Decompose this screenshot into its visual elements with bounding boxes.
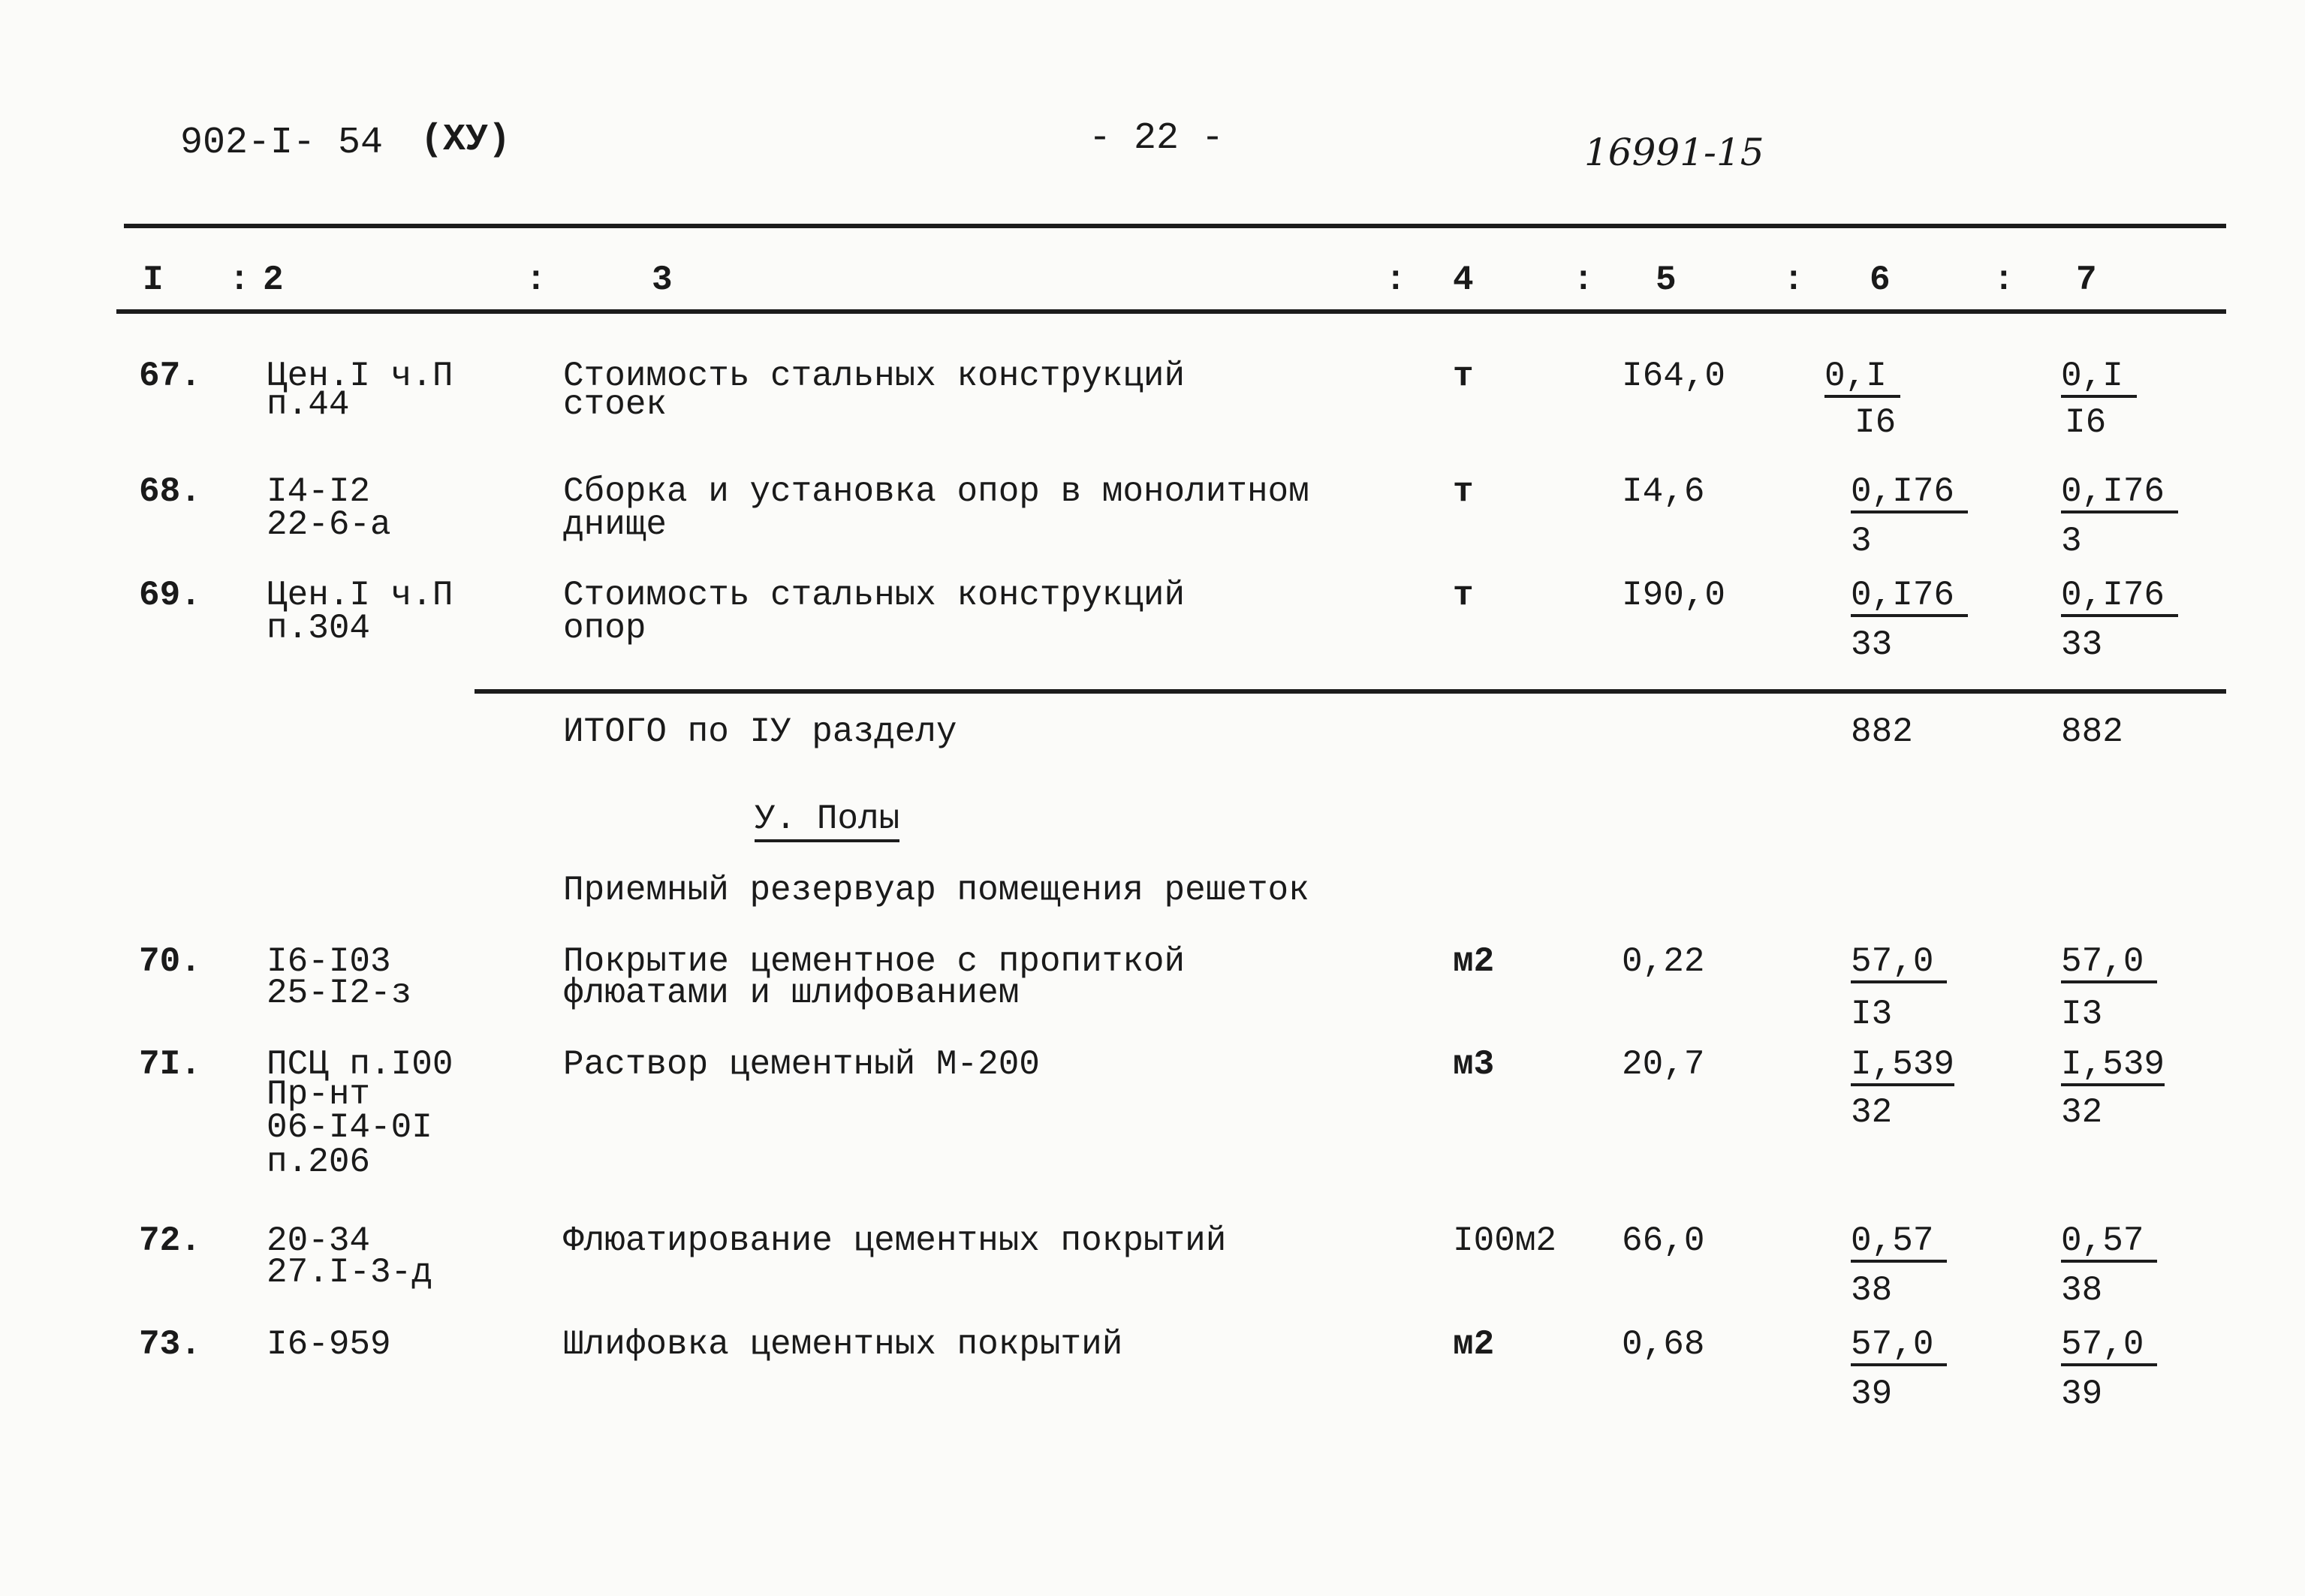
total-label: ИТОГО по IУ разделу [563,712,957,751]
row-col6: 0,I76 [1851,578,1968,617]
row-number: 7I. [139,1045,201,1084]
row-col6: 0,I76 [1851,474,1968,513]
row-quantity: 66,0 [1622,1221,1705,1260]
row-col7-bottom: I3 [2061,995,2103,1034]
row-col7: 0,I76 [2061,578,2178,617]
col-header-7: 7 [2076,260,2097,300]
row-description: днище [563,505,667,544]
section-subtitle: Приемный резервуар помещения решеток [563,871,1309,910]
row-quantity: I64,0 [1622,357,1726,396]
section-title: У. Полы [755,802,899,842]
row-description: Флюатирование цементных покрытий [563,1221,1227,1260]
row-col7: 0,57 [2061,1224,2157,1263]
row-col6-bottom: I3 [1851,995,1893,1034]
row-col7: I,539 [2061,1047,2165,1086]
row-col6-bottom: 39 [1851,1375,1893,1414]
total-col7: 882 [2061,712,2123,751]
row-col7-bottom: I6 [2065,403,2107,442]
row-unit: т [1453,472,1474,511]
row-col6: I,539 [1851,1047,1954,1086]
row-col7: 57,0 [2061,1327,2157,1366]
row-number: 67. [139,357,201,396]
document-code: 902-I- 54 [180,122,384,164]
row-ref: Цен.I ч.П [267,357,453,396]
row-col6: 0,I [1824,359,1900,398]
top-rule [124,224,2226,228]
row-col6: 57,0 [1851,944,1947,983]
page-number: - 22 - [1089,117,1225,160]
col-header-6: 6 [1870,260,1891,300]
col-sep: : [1783,260,1804,300]
row-unit: м2 [1453,942,1495,981]
row-unit: м2 [1453,1325,1495,1364]
row-ref: I6-959 [267,1325,391,1364]
row-quantity: 0,22 [1622,942,1705,981]
row-ref: I6-I03 [267,942,391,981]
row-col7: 0,I76 [2061,474,2178,513]
row-quantity: 0,68 [1622,1325,1705,1364]
row-ref: п.44 [267,385,350,424]
row-ref: Пр-нт [267,1075,371,1114]
col-sep: : [1993,260,2014,300]
row-ref: 25-I2-з [267,974,412,1013]
col-sep: : [1385,260,1406,300]
row-unit: I00м2 [1453,1221,1557,1260]
row-unit: т [1453,357,1474,396]
row-ref: 22-6-а [267,505,391,544]
row-col6: 57,0 [1851,1327,1947,1366]
row-unit: т [1453,576,1474,615]
row-col6-bottom: 33 [1851,625,1893,664]
row-description: Стоимость стальных конструкций [563,357,1186,396]
row-ref: I4-I2 [267,472,371,511]
row-unit: м3 [1453,1045,1495,1084]
total-rule [475,689,2226,694]
row-description: Шлифовка цементных покрытий [563,1325,1123,1364]
row-description: Покрытие цементное с пропиткой [563,942,1186,981]
col-header-1: I [143,260,164,300]
row-ref: п.304 [267,609,371,648]
row-description: Раствор цементный М-200 [563,1045,1040,1084]
row-col7: 0,I [2061,359,2137,398]
row-ref: 20-34 [267,1221,371,1260]
row-description: флюатами и шлифованием [563,974,1020,1013]
row-col7-bottom: 39 [2061,1375,2103,1414]
total-col6: 882 [1851,712,1913,751]
row-col6-bottom: 32 [1851,1093,1893,1132]
row-col6-bottom: I6 [1855,403,1897,442]
row-ref: Цен.I ч.П [267,576,453,615]
row-number: 72. [139,1221,201,1260]
row-quantity: I4,6 [1622,472,1705,511]
row-number: 69. [139,576,201,615]
row-col7-bottom: 38 [2061,1271,2103,1310]
col-header-4: 4 [1453,260,1474,300]
row-ref: ПСЦ п.I00 [267,1045,453,1084]
row-quantity: I90,0 [1622,576,1726,615]
handwritten-reference: 16991-15 [1584,131,1764,174]
col-sep: : [1573,260,1594,300]
col-header-2: 2 [263,260,284,300]
row-description: опор [563,609,646,648]
row-number: 70. [139,942,201,981]
row-col7-bottom: 32 [2061,1093,2103,1132]
header-rule [116,309,2226,314]
row-ref: п.206 [267,1143,371,1182]
row-description: стоек [563,385,667,424]
row-col6: 0,57 [1851,1224,1947,1263]
col-sep: : [526,260,547,300]
row-number: 68. [139,472,201,511]
row-quantity: 20,7 [1622,1045,1705,1084]
col-sep: : [229,260,250,300]
row-col6-bottom: 38 [1851,1271,1893,1310]
row-col7-bottom: 33 [2061,625,2103,664]
roman-numeral: (XУ) [420,119,511,161]
row-ref: 06-I4-0I [267,1108,432,1147]
row-description: Сборка и установка опор в монолитном [563,472,1309,511]
row-number: 73. [139,1325,201,1364]
row-ref: 27.I-3-д [267,1253,432,1292]
row-col6-bottom: 3 [1851,522,1872,561]
row-col7-bottom: 3 [2061,522,2082,561]
row-description: Стоимость стальных конструкций [563,576,1186,615]
col-header-3: 3 [652,260,673,300]
row-col7: 57,0 [2061,944,2157,983]
col-header-5: 5 [1656,260,1677,300]
